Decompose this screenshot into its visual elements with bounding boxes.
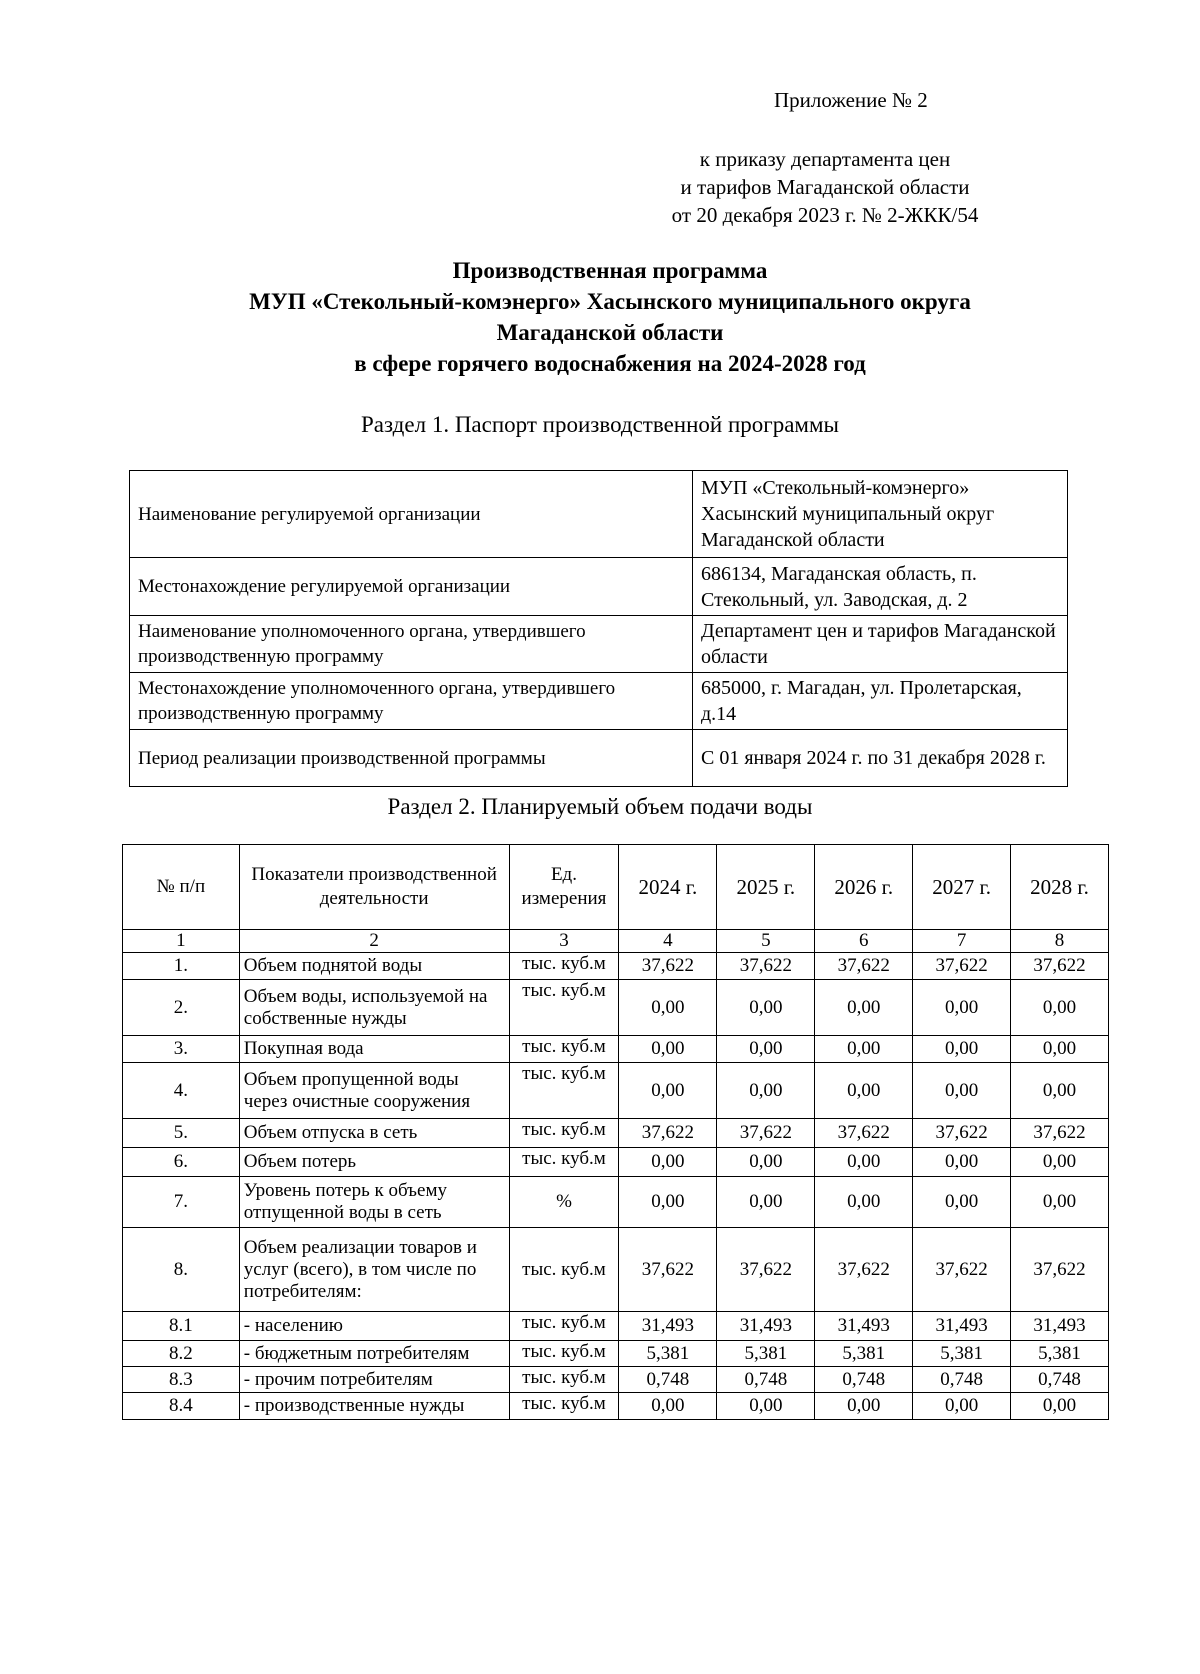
column-header: 2025 г. (717, 845, 815, 930)
value-cell: 0,00 (619, 1148, 717, 1177)
value-cell: 0,00 (1011, 1036, 1109, 1063)
value-cell: 0,00 (913, 1177, 1011, 1228)
indicator-name: - прочим потребителям (239, 1367, 509, 1393)
unit-cell: тыс. куб.м (509, 1036, 619, 1063)
title-line: в сфере горячего водоснабжения на 2024-2028 год (354, 351, 866, 376)
passport-value-line: Хасынский муниципальный округ (701, 503, 995, 525)
value-cell: 0,00 (815, 1063, 913, 1119)
value-cell: 0,00 (913, 1393, 1011, 1420)
value-cell: 37,622 (619, 953, 717, 980)
row-number: 2. (123, 980, 240, 1036)
value-cell: 0,00 (815, 1393, 913, 1420)
value-cell: 0,00 (619, 1063, 717, 1119)
passport-label: Местонахождение уполномоченного органа, утвердившего производственную программу (130, 673, 693, 730)
appendix-label: Приложение № 2 (774, 88, 928, 112)
order-line: и тарифов Магаданской области (680, 175, 970, 199)
value-cell: 37,622 (815, 1119, 913, 1148)
value-cell: 37,622 (913, 1228, 1011, 1312)
value-cell: 0,00 (1011, 980, 1109, 1036)
table-row (123, 1393, 1109, 1420)
column-number: 8 (1011, 930, 1109, 953)
value-cell: 0,00 (913, 1036, 1011, 1063)
column-header: 2024 г. (619, 845, 717, 930)
passport-value (693, 558, 1068, 616)
title-line: Магаданской области (496, 320, 724, 345)
value-cell: 0,00 (619, 1393, 717, 1420)
value-cell: 31,493 (1011, 1312, 1109, 1341)
section1-heading: Раздел 1. Паспорт производственной программы (361, 412, 839, 437)
column-header: № п/п (123, 845, 240, 930)
column-number: 2 (239, 930, 509, 953)
table-row (123, 953, 1109, 980)
value-cell: 0,748 (717, 1367, 815, 1393)
title-line: МУП «Стекольный-комэнерго» Хасынского муниципального округа (249, 289, 971, 314)
table-header-row (123, 845, 1109, 930)
table-row (123, 1341, 1109, 1367)
table-row (123, 1148, 1109, 1177)
passport-label: Местонахождение регулируемой организации (130, 558, 693, 616)
passport-value (693, 616, 1068, 673)
unit-cell: тыс. куб.м (509, 1063, 619, 1119)
order-line: от 20 декабря 2023 г. № 2-ЖКК/54 (671, 203, 979, 227)
section2-heading: Раздел 2. Планируемый объем подачи воды (387, 794, 813, 819)
value-cell: 0,748 (815, 1367, 913, 1393)
unit-cell: тыс. куб.м (509, 1341, 619, 1367)
title-line: Производственная программа (452, 258, 768, 283)
column-number: 3 (509, 930, 619, 953)
order-line: к приказу департамента цен (699, 147, 951, 171)
value-cell: 5,381 (619, 1341, 717, 1367)
value-cell: 0,00 (815, 980, 913, 1036)
value-cell: 5,381 (717, 1341, 815, 1367)
indicator-name: Объем отпуска в сеть (239, 1119, 509, 1148)
passport-row (130, 471, 1068, 558)
value-cell: 0,00 (717, 1063, 815, 1119)
unit-cell: тыс. куб.м (509, 1148, 619, 1177)
value-cell: 31,493 (717, 1312, 815, 1341)
passport-row (130, 673, 1068, 730)
row-number: 8.1 (123, 1312, 240, 1341)
value-cell: 37,622 (717, 1119, 815, 1148)
passport-value-line: С 01 января 2024 г. по 31 декабря 2028 г. (701, 747, 1046, 769)
passport-value-line: Стекольный, ул. Заводская, д. 2 (701, 588, 968, 611)
value-cell: 5,381 (815, 1341, 913, 1367)
value-cell: 0,00 (1011, 1177, 1109, 1228)
row-number: 8.3 (123, 1367, 240, 1393)
passport-value-line: Департамент цен и тарифов Магаданской (701, 620, 1056, 642)
passport-value-line: Магаданской области (701, 529, 885, 551)
unit-cell: тыс. куб.м (509, 1393, 619, 1420)
row-number: 1. (123, 953, 240, 980)
value-cell: 0,00 (1011, 1393, 1109, 1420)
value-cell: 37,622 (717, 953, 815, 980)
table-row (123, 1367, 1109, 1393)
column-header: Показатели производственной деятельности (239, 845, 509, 930)
column-header: 2028 г. (1011, 845, 1109, 930)
column-number-row (123, 930, 1109, 953)
passport-value-line: 685000, г. Магадан, ул. Пролетарская, д.14 (701, 677, 1022, 725)
order-reference (640, 145, 1010, 229)
value-cell: 31,493 (815, 1312, 913, 1341)
unit-cell: тыс. куб.м (509, 1312, 619, 1341)
table-row (123, 1063, 1109, 1119)
value-cell: 0,00 (815, 1177, 913, 1228)
value-cell: 37,622 (1011, 1228, 1109, 1312)
passport-value (693, 673, 1068, 730)
unit-cell: тыс. куб.м (509, 953, 619, 980)
row-number: 7. (123, 1177, 240, 1228)
value-cell: 0,748 (913, 1367, 1011, 1393)
table-row (123, 1036, 1109, 1063)
row-number: 8.4 (123, 1393, 240, 1420)
indicator-name: - производственные нужды (239, 1393, 509, 1420)
passport-value-line: 686134, Магаданская область, п. (701, 562, 977, 585)
indicator-name: Объем реализации товаров и услуг (всего), в том числе по потребителям: (239, 1228, 509, 1312)
value-cell: 0,00 (1011, 1063, 1109, 1119)
table-row (123, 1228, 1109, 1312)
passport-row (130, 616, 1068, 673)
column-header: 2026 г. (815, 845, 913, 930)
value-cell: 31,493 (619, 1312, 717, 1341)
water-supply-table (122, 844, 1109, 1420)
value-cell: 0,00 (717, 1393, 815, 1420)
value-cell: 37,622 (913, 953, 1011, 980)
row-number: 6. (123, 1148, 240, 1177)
row-number: 3. (123, 1036, 240, 1063)
table-row (123, 1177, 1109, 1228)
value-cell: 31,493 (913, 1312, 1011, 1341)
value-cell: 37,622 (815, 953, 913, 980)
value-cell: 37,622 (815, 1228, 913, 1312)
indicator-name: - бюджетным потребителям (239, 1341, 509, 1367)
value-cell: 0,00 (717, 1148, 815, 1177)
value-cell: 37,622 (717, 1228, 815, 1312)
row-number: 8. (123, 1228, 240, 1312)
column-number: 7 (913, 930, 1011, 953)
column-number: 4 (619, 930, 717, 953)
column-number: 1 (123, 930, 240, 953)
indicator-name: Объем пропущенной воды через очистные сооружения (239, 1063, 509, 1119)
value-cell: 37,622 (1011, 953, 1109, 980)
table-row (123, 1312, 1109, 1341)
value-cell: 37,622 (619, 1119, 717, 1148)
value-cell: 0,00 (815, 1148, 913, 1177)
document-title (140, 255, 1080, 379)
passport-label: Период реализации производственной программы (130, 730, 693, 787)
column-header: Ед. измерения (509, 845, 619, 930)
unit-cell: тыс. куб.м (509, 1228, 619, 1312)
row-number: 5. (123, 1119, 240, 1148)
passport-row (130, 730, 1068, 787)
value-cell: 0,00 (717, 1177, 815, 1228)
value-cell: 0,00 (717, 980, 815, 1036)
row-number: 4. (123, 1063, 240, 1119)
value-cell: 0,00 (619, 980, 717, 1036)
indicator-name: Объем воды, используемой на собственные нужды (239, 980, 509, 1036)
value-cell: 0,748 (1011, 1367, 1109, 1393)
value-cell: 0,00 (913, 1063, 1011, 1119)
value-cell: 5,381 (1011, 1341, 1109, 1367)
passport-value-line: МУП «Стекольный-комэнерго» (701, 477, 970, 499)
value-cell: 0,00 (1011, 1148, 1109, 1177)
unit-cell: % (509, 1177, 619, 1228)
value-cell: 37,622 (1011, 1119, 1109, 1148)
unit-cell: тыс. куб.м (509, 980, 619, 1036)
indicator-name: Объем поднятой воды (239, 953, 509, 980)
unit-cell: тыс. куб.м (509, 1367, 619, 1393)
value-cell: 0,00 (619, 1036, 717, 1063)
indicator-name: Объем потерь (239, 1148, 509, 1177)
table-row (123, 980, 1109, 1036)
value-cell: 0,00 (717, 1036, 815, 1063)
unit-cell: тыс. куб.м (509, 1119, 619, 1148)
value-cell: 0,00 (913, 980, 1011, 1036)
value-cell: 0,00 (815, 1036, 913, 1063)
value-cell: 0,00 (913, 1148, 1011, 1177)
indicator-name: - населению (239, 1312, 509, 1341)
column-header: 2027 г. (913, 845, 1011, 930)
column-number: 5 (717, 930, 815, 953)
indicator-name: Покупная вода (239, 1036, 509, 1063)
passport-value (693, 730, 1068, 787)
value-cell: 5,381 (913, 1341, 1011, 1367)
passport-label: Наименование уполномоченного органа, утвердившего производственную программу (130, 616, 693, 673)
row-number: 8.2 (123, 1341, 240, 1367)
passport-value (693, 471, 1068, 558)
passport-table (129, 470, 1068, 787)
value-cell: 37,622 (913, 1119, 1011, 1148)
table-row (123, 1119, 1109, 1148)
value-cell: 0,00 (619, 1177, 717, 1228)
passport-value-line: области (701, 646, 768, 668)
passport-label: Наименование регулируемой организации (130, 471, 693, 558)
passport-row (130, 558, 1068, 616)
indicator-name: Уровень потерь к объему отпущенной воды в сеть (239, 1177, 509, 1228)
value-cell: 37,622 (619, 1228, 717, 1312)
column-number: 6 (815, 930, 913, 953)
value-cell: 0,748 (619, 1367, 717, 1393)
